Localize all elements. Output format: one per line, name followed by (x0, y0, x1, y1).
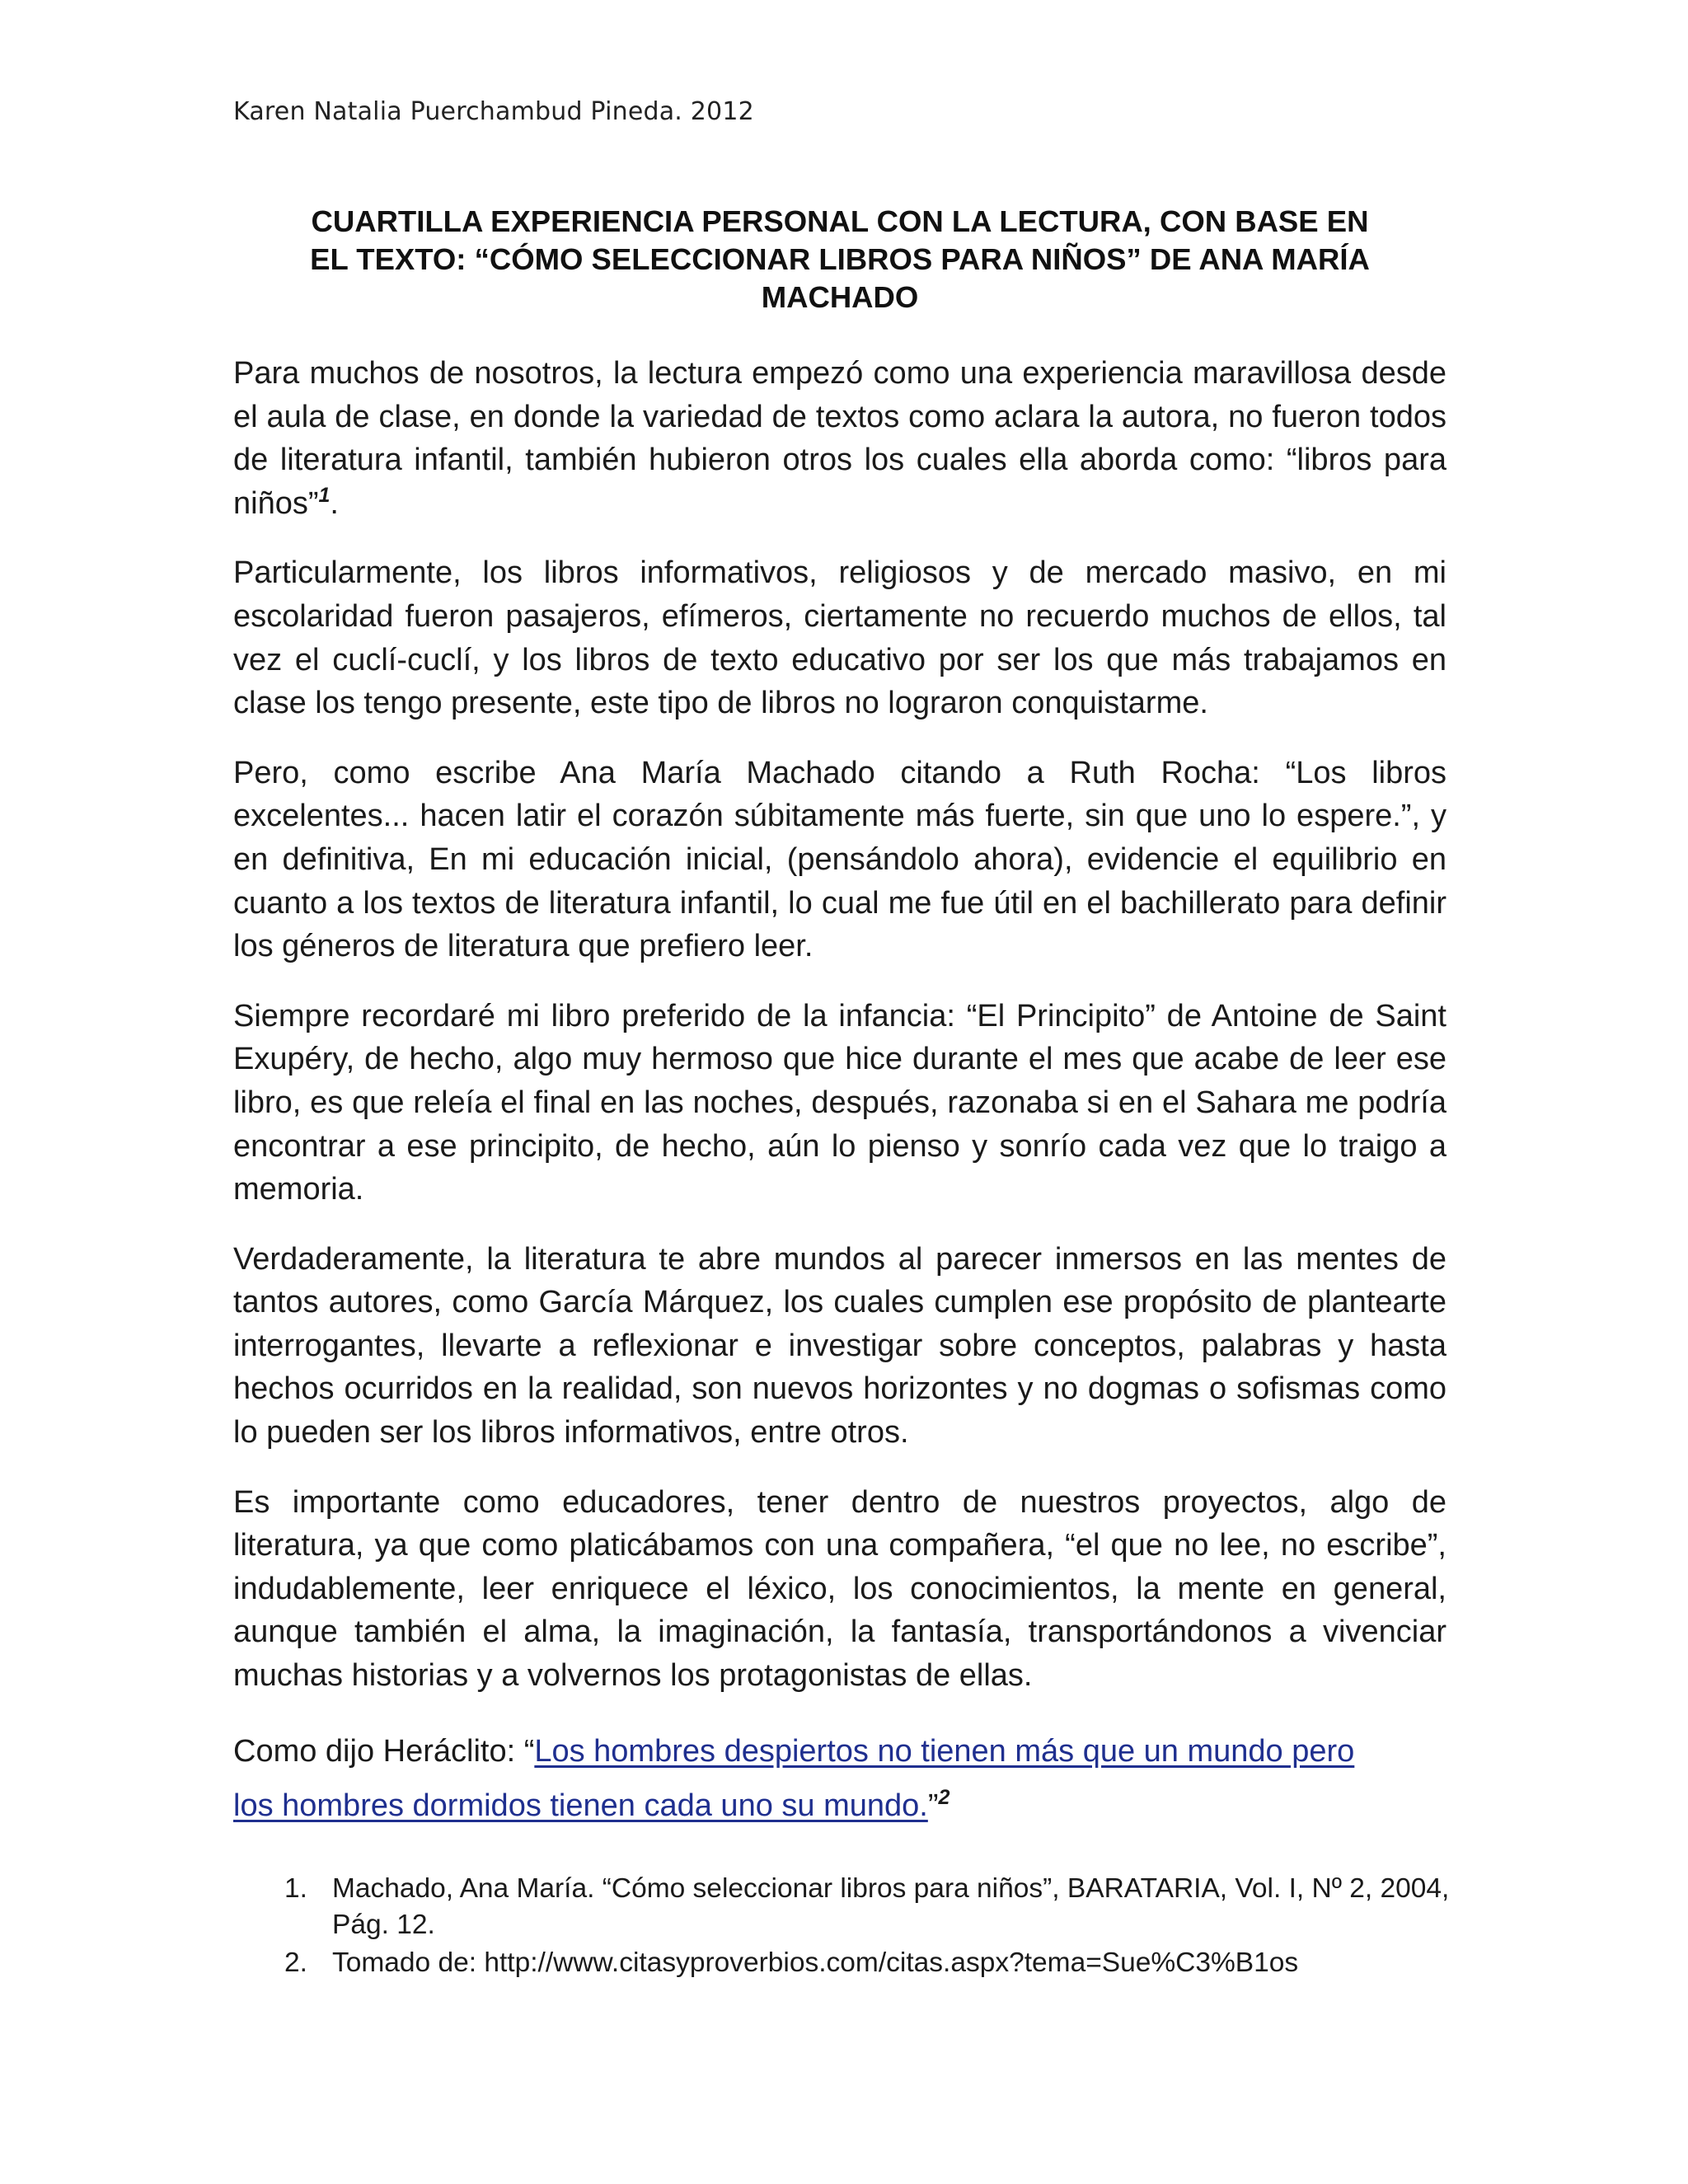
paragraph-4: Siempre recordaré mi libro preferido de la infancia: “El Principito” de Antoine de Saint Exupéry, de hecho, algo muy hermoso que hice durante el mes que acabe de leer ese libro, es que releía el final en las noches, después, razonaba si en el Sahara me podría encontrar a ese principito, de hecho, aún lo pienso y sonrío cada vez que lo traigo a memoria. (233, 998, 1447, 1207)
paragraph-1-end: . (330, 485, 339, 521)
quote-link-line-1: Los hombres despiertos no tienen más que un mundo pero (534, 1733, 1355, 1769)
footnote-text: Machado, Ana María. “Cómo seleccionar libros para niños”, BARATARIA, Vol. I, Nº 2, 2004, Pág. 12. (332, 1873, 1450, 1940)
quote-link-line-2: los hombres dormidos tienen cada uno su mundo. (233, 1788, 928, 1823)
footnote-number: 1. (284, 1873, 307, 1904)
closing-quote-paragraph (233, 1724, 1447, 1833)
paragraph-3: Pero, como escribe Ana María Machado citando a Ruth Rocha: “Los libros excelentes... hacen latir el corazón súbitamente más fuerte, sin que uno lo espere.”, y en definitiva, En mi educación inicial, (pensándolo ahora), evidencie el equilibrio en cuanto a los textos de literatura infantil, lo cual me fue útil en el bachillerato para definir los géneros de literatura que prefiero leer. (233, 755, 1447, 964)
title-line-1: CUARTILLA EXPERIENCIA PERSONAL CON LA LECTURA, CON BASE EN (311, 204, 1369, 238)
footnote-text: Tomado de: http://www.citasyproverbios.com/citas.aspx?tema=Sue%C3%B1os (332, 1947, 1299, 1978)
title-line-2: EL TEXTO: “CÓMO SELECCIONAR LIBROS PARA NIÑOS” DE ANA MARÍA (310, 242, 1370, 276)
paragraph-5: Verdaderamente, la literatura te abre mundos al parecer inmersos en las mentes de tantos autores, como García Márquez, los cuales cumplen ese propósito de plantearte interrogantes, llevarte a reflexionar e investigar sobre conceptos, palabras y hasta hechos ocurridos en la realidad, son nuevos horizontes y no dogmas o sofismas como lo pueden ser los libros informativos, entre otros. (233, 1241, 1447, 1451)
footnote-item (284, 1871, 1455, 1943)
document-body (233, 352, 1447, 1859)
paragraph-2: Particularmente, los libros informativos, religiosos y de mercado masivo, en mi escolaridad fueron pasajeros, efímeros, ciertamente no recuerdo muchos de ellos, tal vez el cuclí-cuclí, y los libros de texto educativo por ser los que más trabajamos en clase los tengo presente, este tipo de libros no lograron conquistarme. (233, 555, 1447, 721)
closing-quote-prefix: Como dijo Heráclito: “ (233, 1733, 535, 1769)
paragraph-1 (233, 352, 1447, 525)
document-title (233, 203, 1447, 316)
footnote-item (284, 1945, 1455, 1981)
title-line-3: MACHADO (761, 280, 919, 314)
closing-quote-suffix: ” (927, 1788, 939, 1823)
footnotes-list (284, 1871, 1455, 1983)
paragraph-6: Es importante como educadores, tener dentro de nuestros proyectos, algo de literatura, ya que como platicábamos con una compañera, “el que no lee, no escribe”, indudablemente, leer enriquece el léxico, los conocimientos, la mente en general, aunque también el alma, la imaginación, la fantasía, transportándonos a vivenciar muchas historias y a volvernos los protagonistas de ellas. (233, 1484, 1447, 1694)
author-header: Karen Natalia Puerchambud Pineda. 2012 (233, 97, 754, 126)
footnote-ref-2: 2 (938, 1785, 950, 1809)
footnote-ref-1: 1 (318, 483, 331, 507)
paragraph-1-text: Para muchos de nosotros, la lectura empezó como una experiencia maravillosa desde el aula de clase, en donde la variedad de textos como aclara la autora, no fueron todos de literatura infantil, también hubieron otros los cuales ella aborda como: “libros para niños” (233, 356, 1447, 521)
footnote-number: 2. (284, 1947, 307, 1978)
